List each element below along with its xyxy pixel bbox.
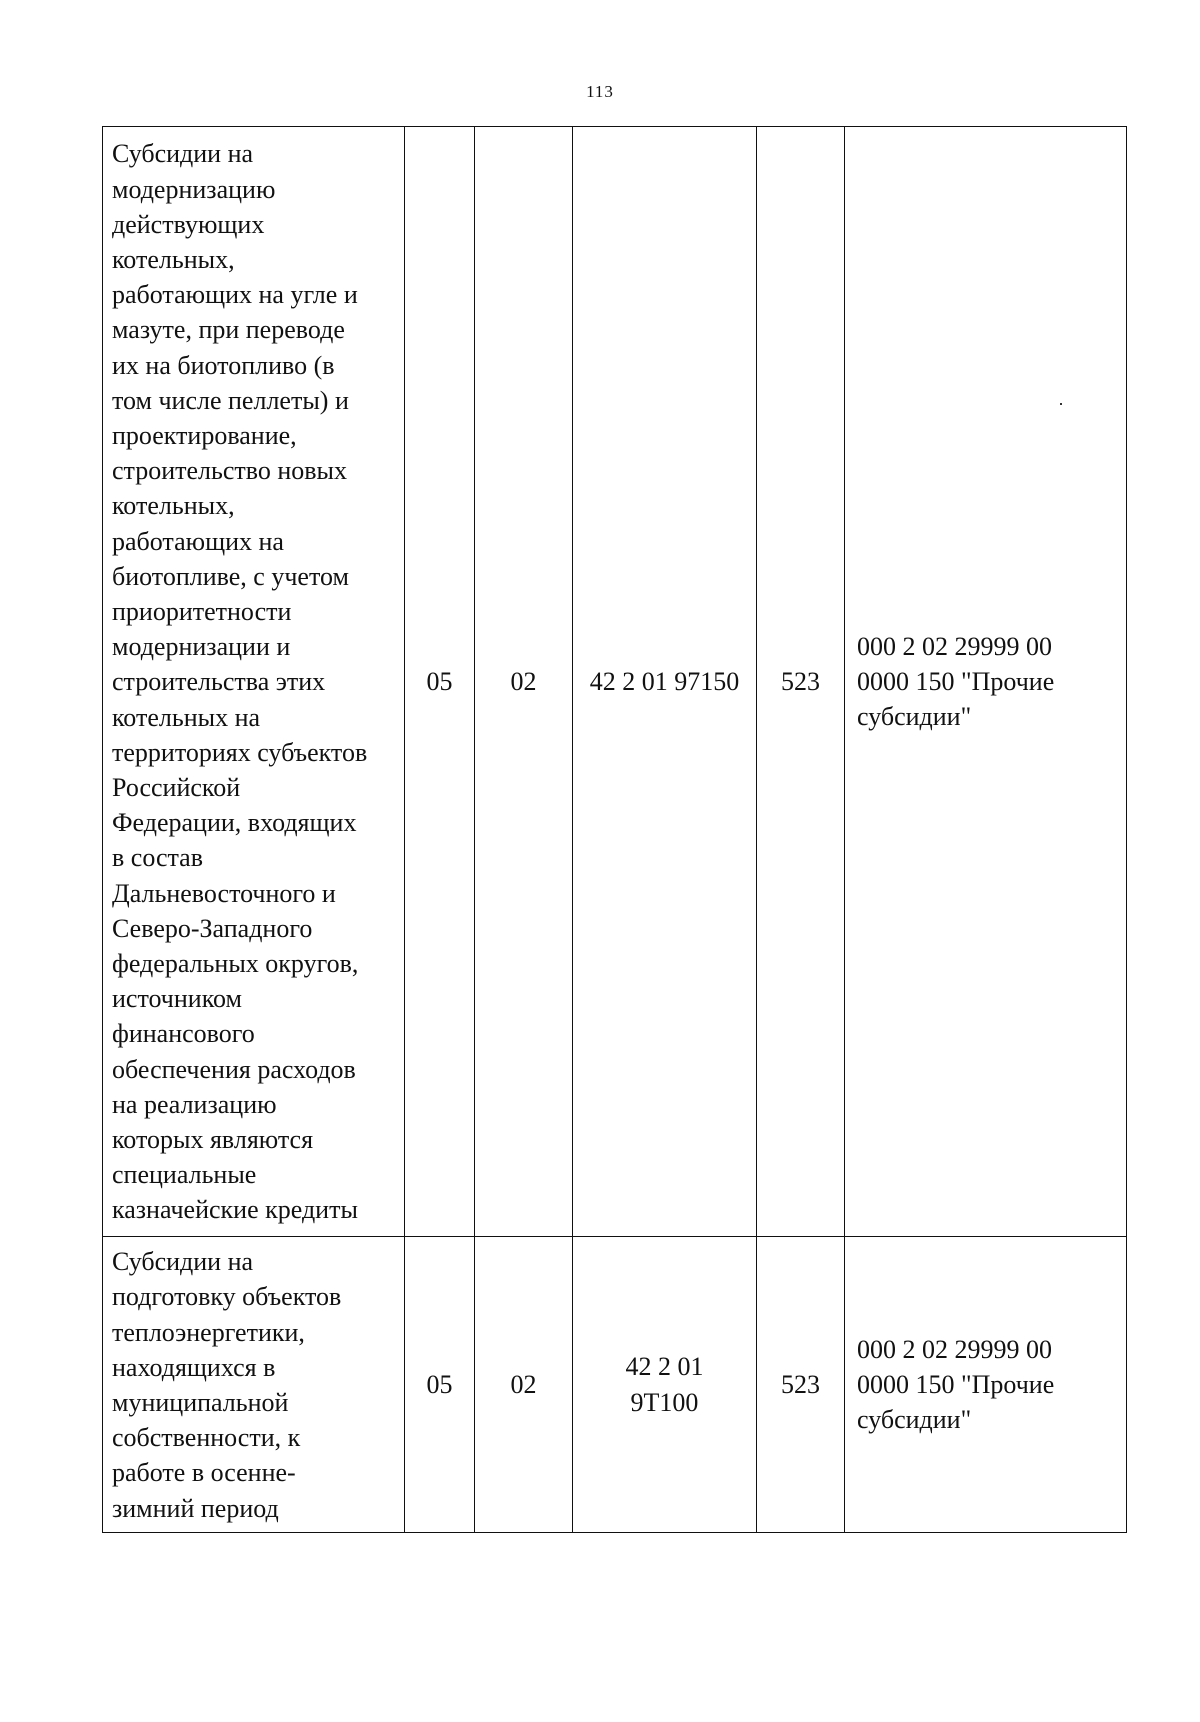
subsection-code-cell: 02 [475,1237,573,1533]
target-article-cell: 42 2 01 9Т100 [573,1237,757,1533]
target-article-cell: 42 2 01 97150 [573,127,757,1237]
page-number: 113 [586,82,614,101]
expense-name-cell: Субсидии на модернизацию действующих котельных, работающих на угле и мазуте, при переводе их на биотопливо (в том числе пеллеты) и проектирование, строительство новых котельных, работающих на биотопливе, с учетом приоритетности модернизации и строительства этих котельных на территориях субъектов Российской Федерации, входящих в состав Дальневосточного и Северо-Западного федеральных округов, источником финансового обеспечения расходов на реализацию которых являются специальные казначейские кредиты [103,127,405,1237]
section-code-cell: 05 [405,127,475,1237]
expense-type-cell: 523 [757,1237,845,1533]
budget-table [102,126,1127,1533]
table-row [103,1237,1127,1533]
income-code-cell: 000 2 02 29999 00 0000 150 "Прочие субсидии" [845,1237,1127,1533]
section-code-cell: 05 [405,1237,475,1533]
income-code-cell: 000 2 02 29999 00 0000 150 "Прочие субсидии" [845,127,1127,1237]
subsection-code-cell: 02 [475,127,573,1237]
expense-name-cell: Субсидии на подготовку объектов теплоэнергетики, находящихся в муниципальной собственности, к работе в осенне- зимний период [103,1237,405,1533]
expense-type-cell: 523 [757,127,845,1237]
table-row [103,127,1127,1237]
